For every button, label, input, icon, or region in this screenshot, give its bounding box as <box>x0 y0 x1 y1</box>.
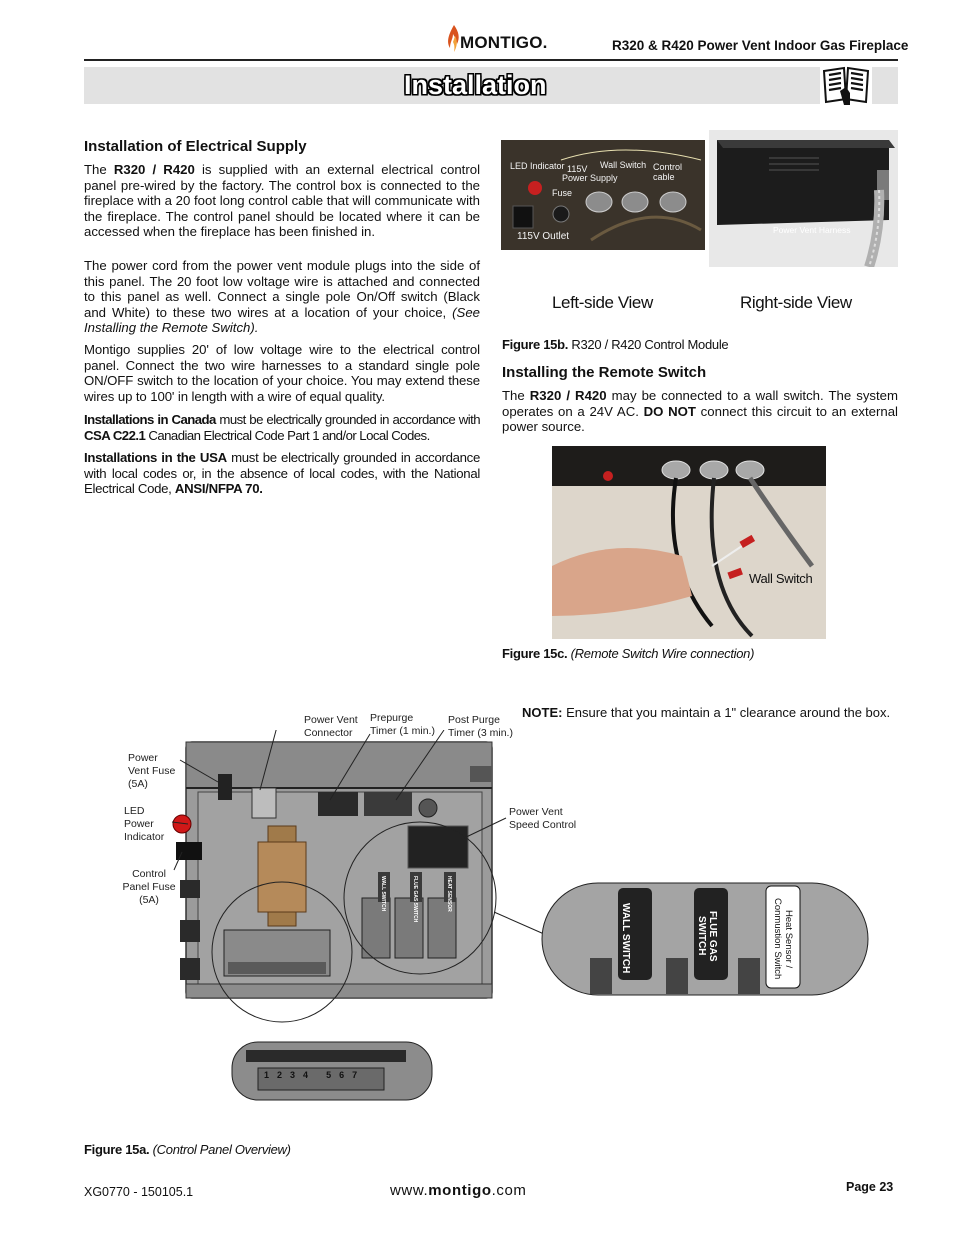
terminal-6: 6 <box>339 1070 345 1080</box>
paragraph-canada-grounding <box>84 412 480 443</box>
paragraph-remote-switch <box>502 388 898 435</box>
zoom-label-flue-gas-switch: FLUE GAS SWITCH <box>696 910 718 962</box>
post-purge-timer <box>364 792 412 816</box>
paragraph-control-panel <box>84 162 480 240</box>
code-reference: ANSI/NFPA 70. <box>174 481 263 497</box>
power-vent-fuse-holder <box>218 774 232 800</box>
terminal-5: 5 <box>326 1070 332 1080</box>
document-code: XG0770 - 150105.1 <box>84 1185 194 1199</box>
figure-label: Figure 15a. <box>84 1142 150 1157</box>
zoom-label-heat-sensor: Heat Sensor / Conmustion Switch <box>772 898 794 980</box>
text: The <box>502 388 530 403</box>
photo-label-fuse: Fuse <box>552 188 573 198</box>
figure-label: Figure 15b. <box>502 337 569 352</box>
model-name: R320 / R420 <box>529 388 607 403</box>
manual-book-icon <box>820 65 872 107</box>
model-name: R320 / R420 <box>113 162 195 177</box>
photo-wall-illustration <box>552 446 826 639</box>
page-title: Installation <box>404 70 547 100</box>
terminal-1: 1 <box>264 1070 270 1080</box>
text-bold: Installations in Canada <box>84 412 216 427</box>
photo-label-control-cable: Control cable <box>653 162 683 182</box>
terminal-strip <box>224 930 330 976</box>
photo-label-outlet: 115V Outlet <box>517 231 570 242</box>
relay-label-flue: FLUE GAS SWITCH <box>412 876 418 923</box>
figure-15a-caption <box>84 1142 291 1157</box>
text-bold: Installations in the USA <box>84 450 227 465</box>
section-heading-remote-switch: Installing the Remote Switch <box>502 364 707 381</box>
photo-label-led: LED Indicator <box>510 161 565 171</box>
text: The <box>84 162 114 177</box>
text: may be connected to a wall switch. The system operates on a 24V AC. <box>502 388 898 419</box>
terminal-number-row <box>264 1070 357 1080</box>
photo-label-wall-switch: Wall Switch <box>600 160 647 170</box>
text: Canadian Electrical Code Part 1 and/or Local Codes. <box>145 427 430 443</box>
label-post-purge-timer: Post Purge Timer (3 min.) <box>448 714 513 739</box>
photo-label-harness: Power Vent Harness <box>773 225 851 235</box>
document-header-title: R320 & R420 Power Vent Indoor Gas Fireplace <box>612 38 909 53</box>
warning-text: DO NOT <box>643 403 696 419</box>
label-prepurge-timer: Prepurge Timer (1 min.) <box>370 712 435 737</box>
terminal-7: 7 <box>352 1070 358 1080</box>
paragraph-power-cord <box>84 258 480 336</box>
control-panel-diagram <box>110 730 880 1110</box>
label-power-vent-speed-control: Power Vent Speed Control <box>509 806 577 831</box>
prepurge-timer <box>318 792 358 816</box>
photo-control-module-left <box>501 140 705 250</box>
clearance-note <box>522 705 890 720</box>
figure-text: (Control Panel Overview) <box>149 1142 291 1157</box>
photo-right-illustration <box>709 130 898 267</box>
terminal-2: 2 <box>277 1070 283 1080</box>
left-side-view-label: Left-side View <box>552 293 653 312</box>
text: connect this circuit to an external power source. <box>502 403 898 435</box>
logo-wordmark: MONTIGO. <box>460 33 548 52</box>
photo-label-power-supply: Power Supply <box>562 173 618 183</box>
url-prefix: www. <box>390 1182 429 1199</box>
figure-text: (Remote Switch Wire connection) <box>567 646 755 661</box>
side-connectors <box>180 880 200 980</box>
paragraph-low-voltage-wire: Montigo supplies 20' of low voltage wire to the electrical control panel. Connect the two wire harnesses to a standard single pole ON/OFF switch to the location of your choice. You may extend these wires up to 100' in length with a wire of equal quality. <box>84 342 480 404</box>
text: must be electrically grounded in accordance with local codes or, in the absence of local codes, with the National Electrical Code, <box>84 450 480 497</box>
section-heading-electrical-supply: Installation of Electrical Supply <box>84 138 307 155</box>
figure-label: Figure 15c. <box>502 646 568 661</box>
text: The power cord from the power vent module plugs into the side of this panel. The 20 foot low voltage wire is attached and connected to this panel as well. Connect a single pole On/Off switch (Black and White) to these two wires at a location of your choice, <box>84 258 480 320</box>
photo-label-115v: 115V <box>567 164 588 174</box>
terminal-4: 4 <box>303 1070 309 1080</box>
note-label: NOTE: <box>522 705 563 720</box>
label-power-vent-connector: Power Vent Connector <box>304 714 358 739</box>
relay-label-heat: HEAT SENSOR <box>446 876 452 912</box>
header-rule <box>84 59 898 61</box>
text: must be electrically grounded in accordance with <box>215 412 480 427</box>
relay-label-wall: WALL SWITCH <box>380 876 386 912</box>
figure-15c-caption <box>502 646 754 661</box>
photo-wall-switch-wires <box>552 446 826 639</box>
url-suffix: .com <box>491 1182 527 1199</box>
label-control-panel-fuse: Control Panel Fuse (5A) <box>122 868 176 906</box>
figure-15b-caption <box>502 337 728 352</box>
page-number: Page 23 <box>846 1180 894 1194</box>
zoom-label-wall-switch: WALL SWITCH <box>620 902 631 974</box>
photo-control-module-right <box>709 130 898 267</box>
text: is supplied with an external electrical control panel pre-wired by the factory. The control box is connected to the fireplace with a 20 foot long control cable that will communicate with the fireplace. The control panel should be located where it can be accessed when the fireplace has been finished in. <box>84 162 481 240</box>
led-indicator <box>173 815 191 833</box>
photo-label-wall-switch: Wall Switch <box>749 571 813 586</box>
code-reference: CSA C22.1 <box>84 427 146 443</box>
terminal-3: 3 <box>290 1070 296 1080</box>
montigo-logo <box>446 24 548 58</box>
website-url[interactable] <box>390 1182 527 1199</box>
url-brand: montigo <box>428 1182 492 1199</box>
right-side-view-label: Right-side View <box>740 293 852 312</box>
power-vent-connector <box>252 788 276 818</box>
label-power-vent-fuse: Power Vent Fuse (5A) <box>128 752 176 790</box>
label-led-power-indicator: LED Power Indicator <box>124 805 165 843</box>
paragraph-usa-grounding <box>84 450 480 497</box>
figure-text: R320 / R420 Control Module <box>568 337 729 352</box>
cross-reference: (See Installing the Remote Switch). <box>84 304 480 336</box>
note-text: Ensure that you maintain a 1" clearance around the box. <box>562 705 891 720</box>
